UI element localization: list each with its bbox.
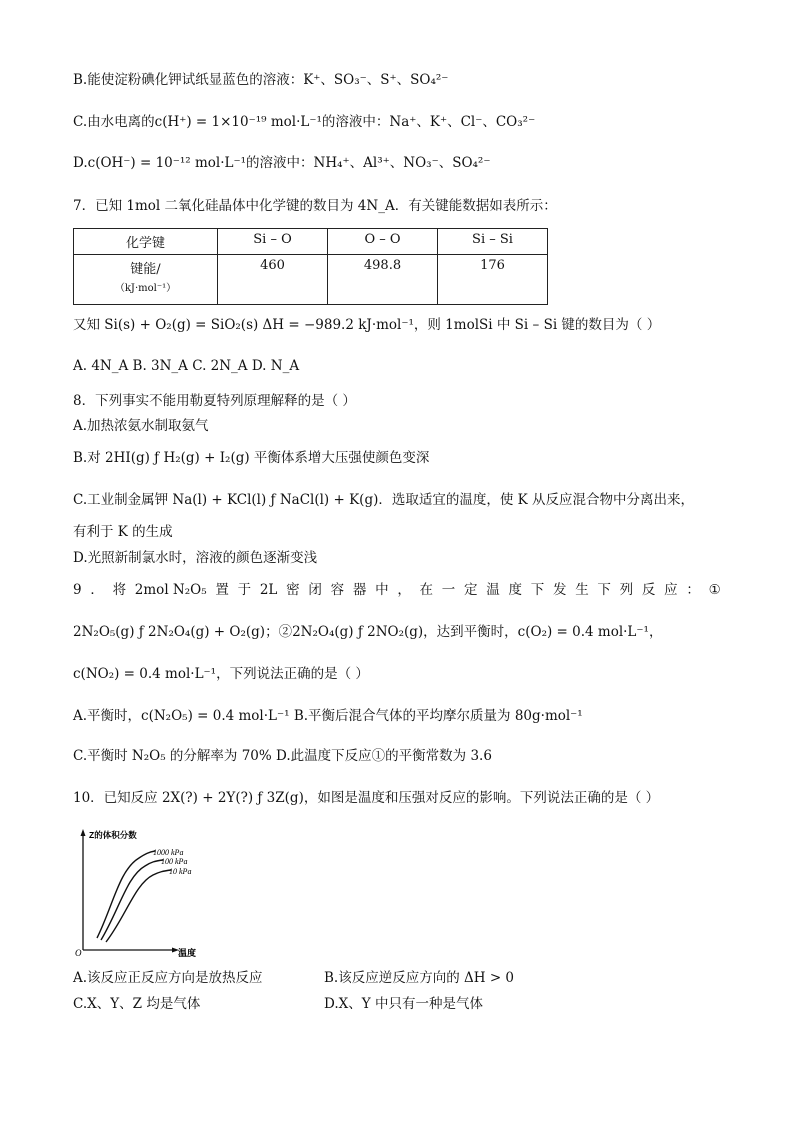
table-row-label <box>74 255 218 305</box>
bond-energy-table <box>73 228 548 305</box>
q6-option-c: C.由水电离的c(H⁺) = 1×10⁻¹⁹ mol·L⁻¹的溶液中：Na⁺、K⁺、Cl⁻、CO₃²⁻ <box>73 114 536 130</box>
curve-10kpa <box>106 870 171 942</box>
q8-stem: 8．下列事实不能用勒夏特列原理解释的是（ ） <box>73 393 356 409</box>
q8-option-b: B.对 2HI(g) ƒ H₂(g) + I₂(g) 平衡体系增大压强使颜色变深 <box>73 450 430 466</box>
table-header-si-si: Si – Si <box>438 229 548 255</box>
q10-option-d: D.X、Y 中只有一种是气体 <box>324 996 483 1012</box>
curve-1000kpa <box>97 851 155 938</box>
q10-option-b: B.该反应逆反应方向的 ΔH > 0 <box>324 970 515 986</box>
table-header-bond: 化学键 <box>74 229 218 255</box>
table-value-si-si: 176 <box>438 255 548 305</box>
q10-option-c: C.X、Y、Z 均是气体 <box>73 996 201 1012</box>
q9-question: c(NO₂) = 0.4 mol·L⁻¹，下列说法正确的是（ ） <box>73 666 369 682</box>
q8-option-c: C.工业制金属钾 Na(l) + KCl(l) ƒ NaCl(l) + K(g)．选取适宜的温度，使 K 从反应混合物中分离出来， <box>73 492 695 508</box>
z-volume-fraction-figure <box>73 826 208 961</box>
table-value-si-o: 460 <box>218 255 328 305</box>
y-axis-label: Z的体积分数 <box>89 830 137 840</box>
curve-label-10kpa: 10 kPa <box>169 867 192 876</box>
table-header-o-o: O – O <box>328 229 438 255</box>
q8-option-a: A.加热浓氨水制取氨气 <box>73 418 209 434</box>
origin-label: O <box>75 948 82 958</box>
x-axis-label: 温度 <box>178 948 197 958</box>
q10-option-a: A.该反应正反应方向是放热反应 <box>73 970 263 986</box>
q7-followup: 又知 Si(s) + O₂(g) = SiO₂(s) ΔH = −989.2 kJ·mol⁻¹，则 1molSi 中 Si – Si 键的数目为（ ） <box>73 317 661 333</box>
q9-stem: 9 ． 将 2mol N₂O₅ 置 于 2L 密 闭 容 器 中 ， 在 一 定 温 度 下 发 生 下 列 反 应 ： ① <box>73 582 721 598</box>
q7-options: A. 4N_A B. 3N_A C. 2N_A D. N_A <box>73 358 300 374</box>
curve-label-1000kpa: 1000 kPa <box>153 848 184 857</box>
q6-option-b: B.能使淀粉碘化钾试纸显蓝色的溶液：K⁺、SO₃⁻、S⁺、SO₄²⁻ <box>73 72 449 88</box>
table-value-o-o: 498.8 <box>328 255 438 305</box>
table-header-si-o: Si – O <box>218 229 328 255</box>
q9-options-ab: A.平衡时，c(N₂O₅) = 0.4 mol·L⁻¹ B.平衡后混合气体的平均摩尔质量为 80g·mol⁻¹ <box>73 708 583 724</box>
q7-stem: 7．已知 1mol 二氧化硅晶体中化学键的数目为 4N_A．有关键能数据如表所示： <box>73 198 557 214</box>
q9-reaction: 2N₂O₅(g) ƒ 2N₂O₄(g) + O₂(g)；②2N₂O₄(g) ƒ 2NO₂(g)，达到平衡时，c(O₂) = 0.4 mol·L⁻¹， <box>73 624 663 640</box>
curve-label-100kpa: 100 kPa <box>161 857 188 866</box>
q8-option-c-cont: 有利于 K 的生成 <box>73 524 173 540</box>
table-row-unit: （kJ·mol⁻¹） <box>114 283 177 294</box>
q10-stem: 10．已知反应 2X(?) + 2Y(?) ƒ 3Z(g)，如图是温度和压强对反应的影响。下列说法正确的是（ ） <box>73 790 660 806</box>
y-axis-arrow <box>81 829 86 836</box>
q9-options-cd: C.平衡时 N₂O₅ 的分解率为 70% D.此温度下反应①的平衡常数为 3.6 <box>73 748 492 764</box>
table-row-label-text: 键能/ <box>130 262 161 277</box>
q6-option-d: D.c(OH⁻) = 10⁻¹² mol·L⁻¹的溶液中：NH₄⁺、Al³⁺、NO₃⁻、SO₄²⁻ <box>73 155 491 171</box>
q8-option-d: D.光照新制氯水时，溶液的颜色逐渐变浅 <box>73 550 318 566</box>
